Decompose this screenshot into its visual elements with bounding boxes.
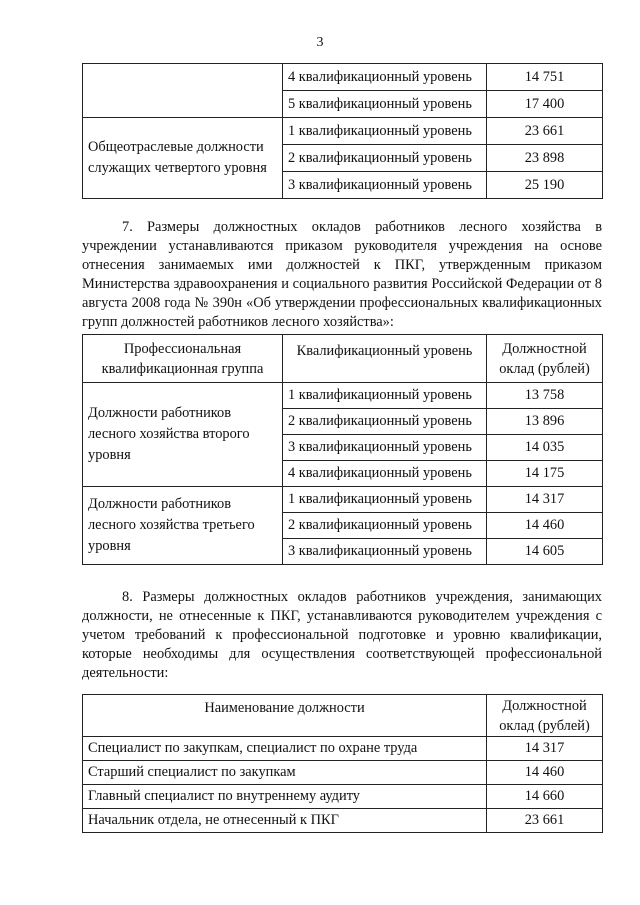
header-salary: Должностной оклад (рублей) (487, 695, 603, 737)
level-cell: 3 квалификационный уровень (283, 539, 487, 565)
group-cell-empty (83, 64, 283, 118)
level-cell: 2 квалификационный уровень (283, 409, 487, 435)
table-row (83, 383, 603, 409)
table-row (83, 64, 603, 91)
salary-cell: 14 317 (487, 487, 603, 513)
salary-cell: 14 175 (487, 461, 603, 487)
salary-cell: 14 317 (487, 737, 603, 761)
position-cell: Начальник отдела, не отнесенный к ПКГ (83, 809, 487, 833)
table-header-row (83, 695, 603, 737)
level-cell: 1 квалификационный уровень (283, 487, 487, 513)
level-cell: 4 квалификационный уровень (283, 461, 487, 487)
table-row (83, 785, 603, 809)
header-position: Наименование должности (83, 695, 487, 737)
salary-table-non-pkg (82, 694, 603, 833)
salary-cell: 25 190 (487, 172, 603, 199)
level-cell: 3 квалификационный уровень (283, 172, 487, 199)
table-header-row (83, 335, 603, 383)
table-row (83, 761, 603, 785)
salary-cell: 13 896 (487, 409, 603, 435)
table-row (83, 118, 603, 145)
paragraph-7-text: 7. Размеры должностных окладов работников лесного хозяйства в учреждении устанавливаются приказом руководителя учреждения на основе отнесения занимаемых ими должностей к ПКГ, утвержденным приказом Министерства здравоохранения и социального развития Российской Федерации от 8 августа 2008 года № 390н «Об утверждении профессиональных квалификационных групп должностей работников лесного хозяйства»: (82, 219, 602, 330)
salary-cell: 13 758 (487, 383, 603, 409)
header-level: Квалификационный уровень (283, 335, 487, 383)
paragraph-7 (82, 218, 602, 332)
level-cell: 1 квалификационный уровень (283, 383, 487, 409)
level-cell: 5 квалификационный уровень (283, 91, 487, 118)
salary-cell: 14 605 (487, 539, 603, 565)
level-cell: 2 квалификационный уровень (283, 513, 487, 539)
salary-cell: 23 661 (487, 809, 603, 833)
position-cell: Специалист по закупкам, специалист по охране труда (83, 737, 487, 761)
salary-cell: 23 898 (487, 145, 603, 172)
salary-cell: 14 460 (487, 513, 603, 539)
group-cell: Должности работников лесного хозяйства третьего уровня (83, 487, 283, 565)
position-cell: Главный специалист по внутреннему аудиту (83, 785, 487, 809)
level-cell: 1 квалификационный уровень (283, 118, 487, 145)
paragraph-8 (82, 588, 602, 683)
header-salary: Должностной оклад (рублей) (487, 335, 603, 383)
level-cell: 2 квалификационный уровень (283, 145, 487, 172)
salary-cell: 23 661 (487, 118, 603, 145)
salary-cell: 17 400 (487, 91, 603, 118)
paragraph-8-text: 8. Размеры должностных окладов работников учреждения, занимающих должности, не отнесенные к ПКГ, устанавливаются руководителем учреждения с учетом требований к профессиональной подготовке и уровню квалификации, которые необходимы для осуществления соответствующей профессиональной деятельности: (82, 589, 602, 681)
table-row (83, 487, 603, 513)
page-number: 3 (316, 35, 324, 50)
position-cell: Старший специалист по закупкам (83, 761, 487, 785)
salary-cell: 14 035 (487, 435, 603, 461)
table-row (83, 809, 603, 833)
salary-cell: 14 460 (487, 761, 603, 785)
salary-table-forestry (82, 334, 603, 565)
level-cell: 3 квалификационный уровень (283, 435, 487, 461)
salary-cell: 14 660 (487, 785, 603, 809)
table-row (83, 737, 603, 761)
salary-table-general (82, 63, 603, 199)
salary-cell: 14 751 (487, 64, 603, 91)
group-cell: Общеотраслевые должности служащих четвертого уровня (83, 118, 283, 199)
group-cell: Должности работников лесного хозяйства второго уровня (83, 383, 283, 487)
header-group: Профессиональная квалификационная группа (83, 335, 283, 383)
level-cell: 4 квалификационный уровень (283, 64, 487, 91)
